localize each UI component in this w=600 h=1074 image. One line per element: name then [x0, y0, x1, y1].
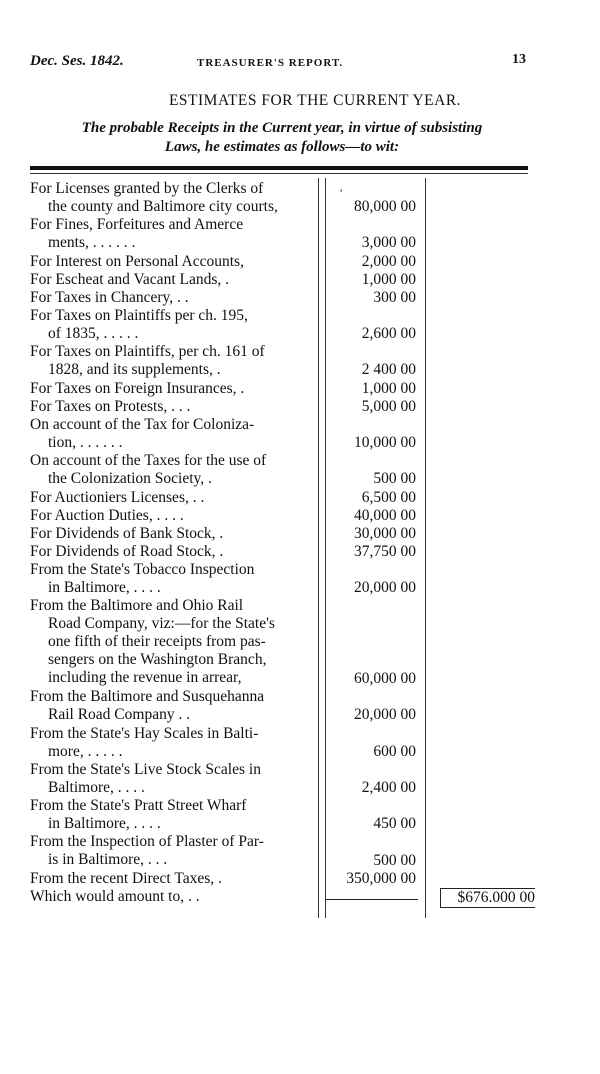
page-number: 13: [512, 52, 526, 67]
description-line: Rail Road Company . .: [48, 706, 191, 724]
row-amount: 3,000 00: [361, 234, 416, 252]
row-description: [30, 416, 316, 452]
description-line: more, . . . . .: [48, 742, 123, 760]
row-description: [30, 597, 316, 687]
row-description: [30, 180, 316, 216]
description-line: For Escheat and Vacant Lands, .: [30, 270, 230, 288]
row-description: [30, 833, 316, 869]
description-line: From the Baltimore and Ohio Rail: [30, 597, 244, 615]
description-line: Which would amount to, . .: [30, 887, 200, 905]
description-line: From the State's Pratt Street Wharf: [30, 797, 247, 815]
row-amount: 10,000 00: [354, 434, 416, 452]
description-line: the county and Baltimore city courts,: [48, 198, 278, 215]
subtitle-line-1: The probable Receipts in the Current year, in virtue of subsisting: [81, 120, 483, 136]
description-line: From the State's Tobacco Inspection: [30, 561, 255, 579]
row-description: [30, 289, 316, 307]
description-line: For Auctioniers Licenses, . .: [30, 488, 205, 506]
row-description: [30, 216, 316, 252]
description-line: For Taxes on Protests, . . .: [30, 397, 191, 415]
row-amount: 6,500 00: [361, 488, 416, 506]
description-line: For Interest on Personal Accounts,: [30, 252, 244, 270]
row-amount: 37,750 00: [354, 543, 416, 560]
description-line: ments, . . . . . .: [48, 234, 136, 252]
row-amount: 600 00: [373, 742, 416, 760]
description-line: From the State's Hay Scales in Balti-: [30, 724, 259, 742]
description-line: From the Inspection of Plaster of Par-: [30, 833, 264, 851]
description-line: For Fines, Forfeitures and Amerce: [30, 216, 244, 234]
description-line: For Taxes on Foreign Insurances, .: [30, 379, 245, 397]
row-amount: 1,000 00: [361, 379, 416, 397]
description-line: in Baltimore, . . . .: [48, 815, 161, 833]
row-amount: 20,000 00: [354, 579, 416, 597]
row-amount: 30,000 00: [354, 524, 416, 542]
row-amount: 60,000 00: [354, 670, 416, 688]
row-description: [30, 870, 316, 888]
description-line: For Licenses granted by the Clerks of: [30, 180, 264, 197]
description-line: For Dividends of Bank Stock, .: [30, 524, 224, 542]
running-head-title: TREASURER'S REPORT.: [197, 57, 344, 69]
row-amount: 500 00: [373, 851, 416, 869]
description-line: is in Baltimore, . . .: [48, 851, 168, 869]
row-amount: 350,000 00: [346, 869, 416, 887]
row-description: [30, 253, 316, 271]
description-line: For Taxes on Plaintiffs, per ch. 161 of: [30, 343, 265, 361]
description-line: For Auction Duties, . . . .: [30, 506, 184, 524]
row-amount: 80,000 00: [354, 198, 416, 216]
description-line: From the recent Direct Taxes, .: [30, 869, 222, 887]
description-line: the Colonization Society, .: [48, 470, 212, 488]
description-line: in Baltimore, . . . .: [48, 579, 161, 597]
row-amount: 500 00: [373, 470, 416, 488]
row-description: [30, 489, 316, 507]
description-line: From the State's Live Stock Scales in: [30, 760, 261, 778]
description-line: Baltimore, . . . .: [48, 778, 145, 796]
row-amount: 2,000 00: [361, 252, 416, 270]
row-amount: 2,600 00: [361, 325, 416, 343]
description-line: For Taxes in Chancery, . .: [30, 288, 189, 306]
row-description: [30, 307, 316, 343]
description-line: tion, . . . . . .: [48, 433, 123, 451]
description-line: From the Baltimore and Susquehanna: [30, 688, 265, 706]
description-line: 1828, and its supplements, .: [48, 361, 221, 379]
header-rule-thin: [30, 173, 528, 174]
row-amount: 450 00: [373, 815, 416, 833]
description-line: On account of the Taxes for the use of: [30, 452, 267, 470]
column-divider-left: [318, 178, 319, 918]
grand-total: $676.000 00: [440, 888, 535, 908]
row-amount: 40,000 00: [354, 506, 416, 524]
row-description: [30, 525, 316, 543]
description-line: On account of the Tax for Coloniza-: [30, 415, 255, 433]
row-amount: 5,000 00: [361, 397, 416, 415]
subtitle-line-2: Laws, he estimates as follows—to wit:: [164, 139, 400, 155]
description-line: Road Company, viz:—for the State's: [48, 615, 275, 633]
row-description: [30, 452, 316, 488]
row-description: [30, 380, 316, 398]
section-subtitle: [32, 119, 532, 157]
row-description: [30, 725, 316, 761]
description-line: one fifth of their receipts from pas-: [48, 633, 266, 651]
description-line: of 1835, . . . . .: [48, 325, 139, 343]
column-divider-right: [425, 178, 426, 918]
row-amount: 300 00: [373, 288, 416, 306]
row-amount: 2 400 00: [361, 361, 416, 379]
running-head-date: Dec. Ses. 1842.: [30, 53, 124, 69]
description-line: For Dividends of Road Stock, .: [30, 543, 224, 560]
row-description: [30, 761, 316, 797]
section-title: ESTIMATES FOR THE CURRENT YEAR.: [168, 92, 462, 109]
row-description: [30, 888, 316, 906]
sum-rule: [326, 899, 418, 900]
description-line: sengers on the Washington Branch,: [48, 651, 267, 669]
row-description: [30, 271, 316, 289]
row-description: [30, 797, 316, 833]
row-description: [30, 343, 316, 379]
row-amount: 2,400 00: [361, 778, 416, 796]
row-amount: 20,000 00: [354, 706, 416, 724]
row-description: [30, 543, 316, 561]
row-description: [30, 688, 316, 724]
row-description: [30, 561, 316, 597]
description-line: For Taxes on Plaintiffs per ch. 195,: [30, 307, 248, 325]
row-description: [30, 507, 316, 525]
pen-mark: ′: [340, 186, 343, 200]
description-line: including the revenue in arrear,: [48, 669, 242, 687]
header-rule-thick: [30, 166, 528, 170]
row-description: [30, 398, 316, 416]
row-amount: 1,000 00: [361, 270, 416, 288]
